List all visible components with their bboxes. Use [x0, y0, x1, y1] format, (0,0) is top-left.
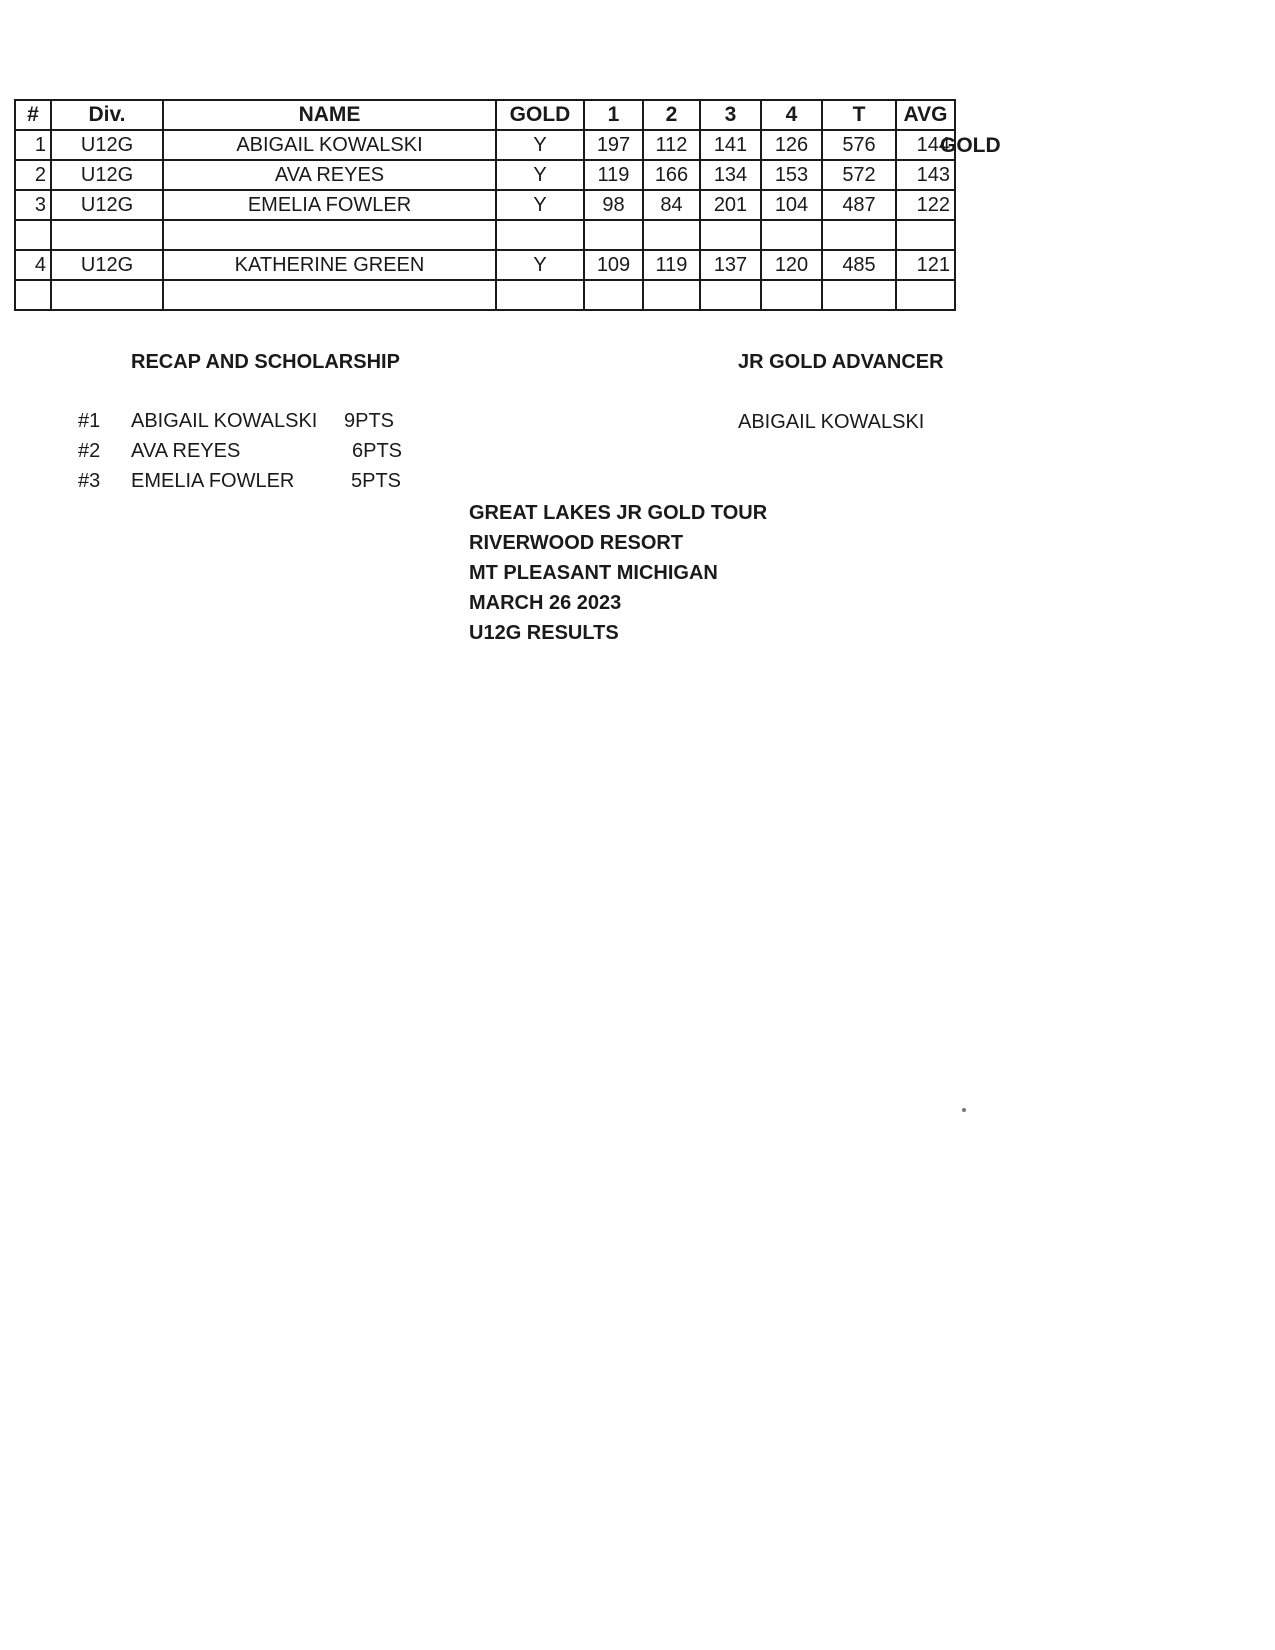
cell-rank: 4 [15, 250, 51, 280]
header-game-3: 3 [700, 100, 761, 130]
cell-avg: 122 [896, 190, 955, 220]
cell-total: 487 [822, 190, 896, 220]
cell-name: ABIGAIL KOWALSKI [163, 130, 496, 160]
cell-game-2 [643, 280, 700, 310]
cell-total: 485 [822, 250, 896, 280]
table-row [15, 190, 955, 220]
recap-points: 6PTS [352, 440, 403, 462]
header-total: T [822, 100, 896, 130]
cell-rank: 3 [15, 190, 51, 220]
cell-game-4 [761, 220, 822, 250]
cell-game-4: 153 [761, 160, 822, 190]
recap-title: RECAP AND SCHOLARSHIP [131, 351, 400, 373]
recap-points: 9PTS [344, 410, 395, 432]
table-row-empty [15, 280, 955, 310]
cell-gold [496, 280, 584, 310]
event-venue: RIVERWOOD RESORT [469, 532, 684, 554]
recap-name: AVA REYES [131, 440, 241, 462]
header-div: Div. [51, 100, 163, 130]
table-row-empty [15, 220, 955, 250]
cell-name: KATHERINE GREEN [163, 250, 496, 280]
cell-name: AVA REYES [163, 160, 496, 190]
cell-name [163, 280, 496, 310]
cell-game-4: 126 [761, 130, 822, 160]
cell-div: U12G [51, 130, 163, 160]
cell-avg [896, 220, 955, 250]
cell-rank [15, 280, 51, 310]
cell-div [51, 220, 163, 250]
advancer-name: ABIGAIL KOWALSKI [738, 411, 925, 433]
event-tour-name: GREAT LAKES JR GOLD TOUR [469, 502, 768, 524]
cell-game-2: 119 [643, 250, 700, 280]
header-game-2: 2 [643, 100, 700, 130]
cell-game-3 [700, 280, 761, 310]
results-table [14, 99, 956, 311]
cell-div [51, 280, 163, 310]
cell-gold: Y [496, 130, 584, 160]
cell-avg: 144 [896, 130, 955, 160]
cell-game-3: 201 [700, 190, 761, 220]
cell-avg: 143 [896, 160, 955, 190]
event-location: MT PLEASANT MICHIGAN [469, 562, 718, 584]
cell-gold [496, 220, 584, 250]
recap-place: #3 [78, 470, 101, 492]
header-game-1: 1 [584, 100, 643, 130]
cell-game-3: 134 [700, 160, 761, 190]
recap-place: #1 [78, 410, 101, 432]
cell-gold: Y [496, 250, 584, 280]
recap-name: ABIGAIL KOWALSKI [131, 410, 318, 432]
cell-total [822, 220, 896, 250]
cell-game-2: 112 [643, 130, 700, 160]
cell-game-1 [584, 280, 643, 310]
event-date: MARCH 26 2023 [469, 592, 622, 614]
header-gold: GOLD [496, 100, 584, 130]
cell-game-2 [643, 220, 700, 250]
cell-gold: Y [496, 160, 584, 190]
header-game-4: 4 [761, 100, 822, 130]
advancer-title: JR GOLD ADVANCER [738, 351, 944, 373]
cell-game-2: 166 [643, 160, 700, 190]
cell-avg: 121 [896, 250, 955, 280]
cell-game-1: 197 [584, 130, 643, 160]
recap-place: #2 [78, 440, 101, 462]
header-rank: # [15, 100, 51, 130]
cell-game-1: 98 [584, 190, 643, 220]
cell-game-4: 104 [761, 190, 822, 220]
cell-div: U12G [51, 160, 163, 190]
cell-total: 572 [822, 160, 896, 190]
scan-speck [962, 1108, 966, 1112]
cell-gold: Y [496, 190, 584, 220]
cell-game-3: 137 [700, 250, 761, 280]
cell-game-1: 109 [584, 250, 643, 280]
event-info [469, 498, 767, 648]
header-avg: AVG [896, 100, 955, 130]
table-header-row [15, 100, 955, 130]
cell-div: U12G [51, 190, 163, 220]
cell-game-4 [761, 280, 822, 310]
cell-rank [15, 220, 51, 250]
cell-game-3: 141 [700, 130, 761, 160]
cell-div: U12G [51, 250, 163, 280]
cell-name: EMELIA FOWLER [163, 190, 496, 220]
cell-total: 576 [822, 130, 896, 160]
cell-avg [896, 280, 955, 310]
recap-points: 5PTS [351, 470, 402, 492]
cell-game-2: 84 [643, 190, 700, 220]
cell-game-1 [584, 220, 643, 250]
cell-game-1: 119 [584, 160, 643, 190]
table-row [15, 160, 955, 190]
cell-name [163, 220, 496, 250]
cell-game-4: 120 [761, 250, 822, 280]
cell-total [822, 280, 896, 310]
event-division-results: U12G RESULTS [469, 622, 619, 644]
cell-rank: 1 [15, 130, 51, 160]
header-name: NAME [163, 100, 496, 130]
cell-game-3 [700, 220, 761, 250]
table-row [15, 130, 955, 160]
table-row [15, 250, 955, 280]
gold-qualifier-tag: GOLD [940, 134, 1001, 157]
cell-rank: 2 [15, 160, 51, 190]
recap-name: EMELIA FOWLER [131, 470, 295, 492]
